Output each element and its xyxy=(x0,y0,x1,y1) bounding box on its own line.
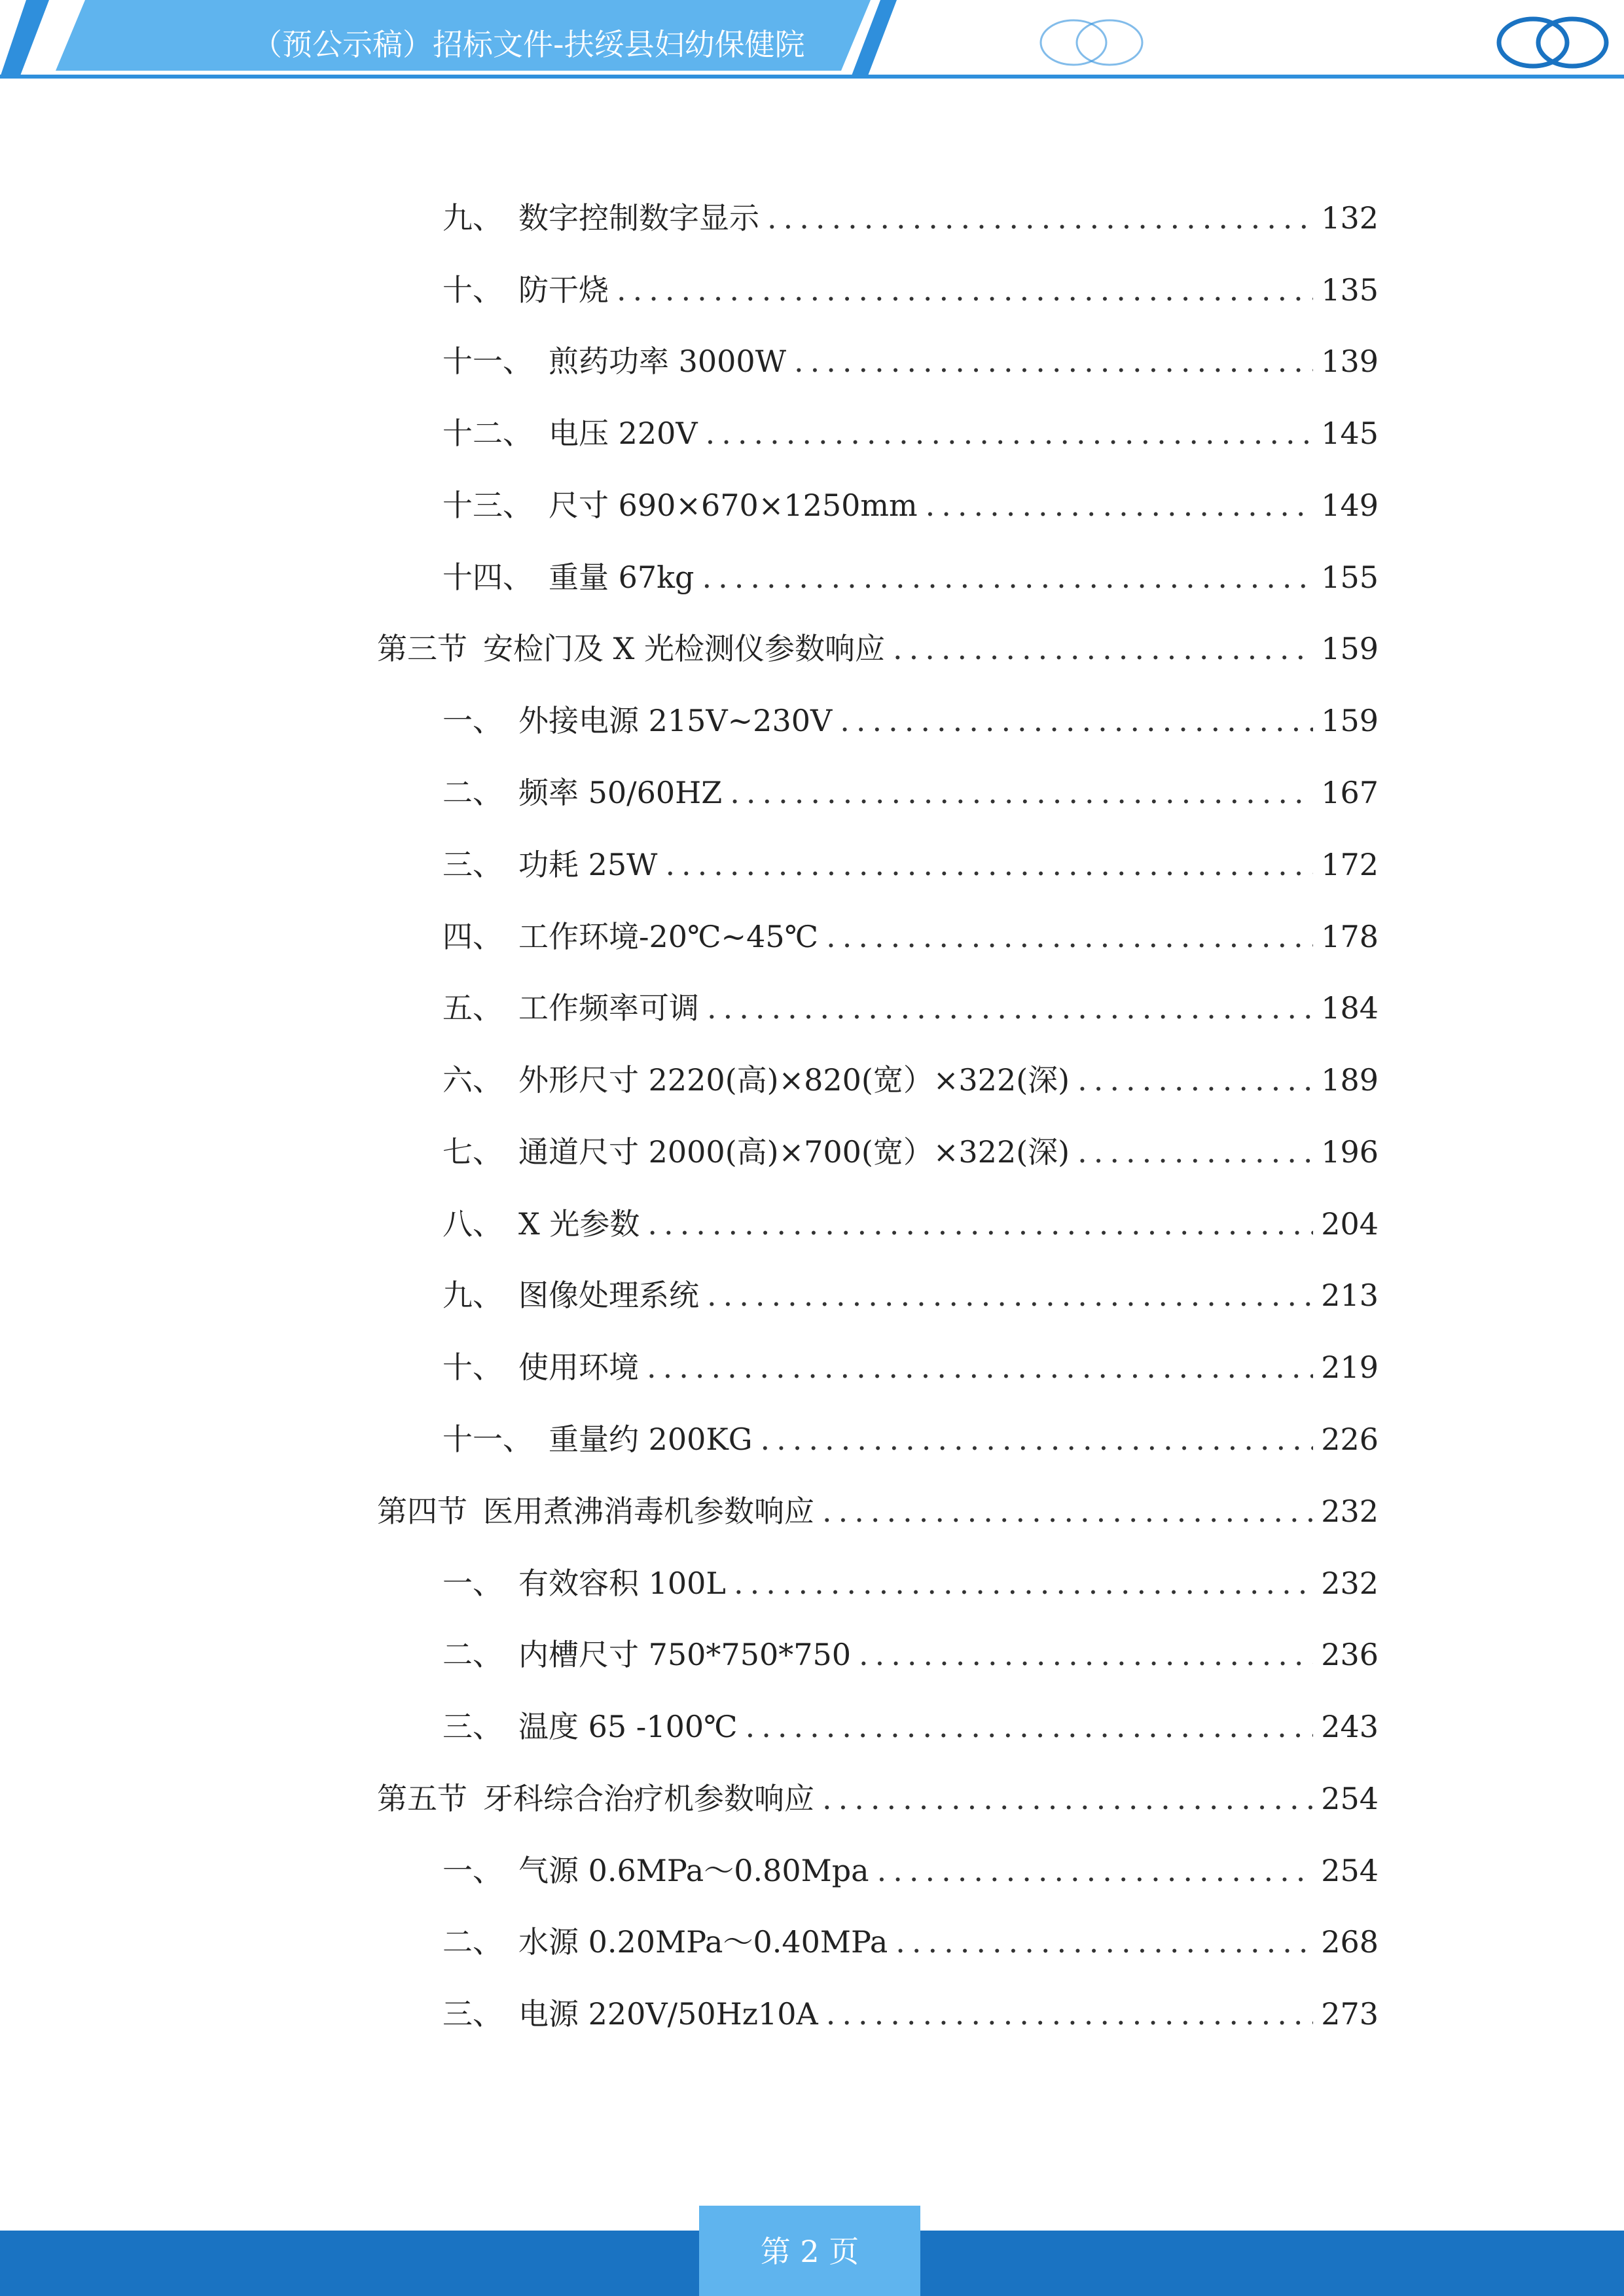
toc-entry[interactable]: 三、 电源 220V/50Hz10A ..... 273 xyxy=(442,1991,1379,2037)
dot-leader xyxy=(822,1776,1313,1821)
dot-leader xyxy=(840,698,1313,744)
toc-entry[interactable]: 九、 图像处理系统 ..... 213 xyxy=(442,1272,1379,1318)
dot-leader xyxy=(647,1344,1313,1390)
toc-entry[interactable]: 十、 使用环境 ..... 219 xyxy=(442,1344,1379,1390)
toc-entry[interactable]: 九、 数字控制数字显示 ..... 132 xyxy=(442,195,1379,241)
toc-entry[interactable]: 七、 通道尺寸 2000(高)×700(宽）×322(深) ..... 196 xyxy=(442,1129,1379,1175)
dot-leader xyxy=(746,1704,1314,1749)
dot-leader xyxy=(895,1919,1313,1965)
dot-leader xyxy=(707,985,1313,1031)
toc-entry[interactable]: 三、 温度 65 -100℃ ..... 243 xyxy=(442,1704,1379,1749)
toc-entry[interactable]: 十四、 重量 67kg ..... 155 xyxy=(442,554,1379,600)
toc-entry[interactable]: 十三、 尺寸 690×670×1250mm ..... 149 xyxy=(442,482,1379,528)
toc-entry[interactable]: 一、 有效容积 100L ..... 232 xyxy=(442,1560,1379,1606)
page-number: 第 2 页 xyxy=(760,2234,859,2269)
toc-section-entry[interactable]: 第三节 安检门及 X 光检测仪参数响应 ..... 159 xyxy=(377,626,1379,672)
toc-entry[interactable]: 十、 防干烧 ..... 135 xyxy=(442,267,1379,313)
dot-leader xyxy=(1077,1057,1313,1103)
dot-leader xyxy=(647,1201,1313,1247)
page-header xyxy=(0,0,1624,85)
dot-leader xyxy=(761,1416,1314,1462)
dot-leader xyxy=(1077,1129,1313,1175)
toc-entry[interactable]: 十一、 重量约 200KG ..... 226 xyxy=(442,1416,1379,1462)
toc-entry[interactable]: 二、 内槽尺寸 750*750*750 ..... 236 xyxy=(442,1632,1379,1677)
toc-entry[interactable]: 十二、 电压 220V ..... 145 xyxy=(442,410,1379,456)
dot-leader xyxy=(893,626,1313,672)
dot-leader xyxy=(926,482,1314,528)
dot-leader xyxy=(730,770,1313,816)
toc-entry[interactable]: 八、 X 光参数 ..... 204 xyxy=(442,1201,1379,1247)
header-banner xyxy=(0,0,1624,85)
toc-entry[interactable]: 十一、 煎药功率 3000W ..... 139 xyxy=(442,338,1379,384)
dot-leader xyxy=(702,554,1313,600)
dot-leader xyxy=(877,1848,1314,1893)
dot-leader xyxy=(822,1488,1313,1534)
dot-leader xyxy=(734,1560,1313,1606)
dot-leader xyxy=(826,1991,1313,2037)
dot-leader xyxy=(767,195,1313,241)
dot-leader xyxy=(617,267,1313,313)
double-ring-logo-icon xyxy=(1034,13,1152,72)
dot-leader xyxy=(706,410,1314,456)
dot-leader xyxy=(707,1272,1313,1318)
header-title: （预公示稿）招标文件-扶绥县妇幼保健院 xyxy=(252,27,805,62)
dot-leader xyxy=(826,914,1313,960)
toc-entry[interactable]: 三、 功耗 25W ..... 172 xyxy=(442,842,1379,888)
dot-leader xyxy=(859,1632,1313,1677)
double-ring-logo-icon xyxy=(1492,12,1617,74)
toc-entry[interactable]: 四、 工作环境-20℃~45℃ ..... 178 xyxy=(442,914,1379,960)
toc-entry[interactable]: 六、 外形尺寸 2220(高)×820(宽）×322(深) ..... 189 xyxy=(442,1057,1379,1103)
toc-section-entry[interactable]: 第四节 医用煮沸消毒机参数响应 ..... 232 xyxy=(377,1488,1379,1534)
toc-entry[interactable]: 二、 频率 50/60HZ ..... 167 xyxy=(442,770,1379,816)
toc-entry[interactable]: 五、 工作频率可调 ..... 184 xyxy=(442,985,1379,1031)
dot-leader xyxy=(794,338,1313,384)
toc-entry[interactable]: 二、 水源 0.20MPa～0.40MPa ..... 268 xyxy=(442,1919,1379,1965)
toc-entry[interactable]: 一、 外接电源 215V~230V ..... 159 xyxy=(442,698,1379,744)
toc-entry[interactable]: 一、 气源 0.6MPa～0.80Mpa ..... 254 xyxy=(442,1848,1379,1893)
dot-leader xyxy=(665,842,1313,888)
toc-section-entry[interactable]: 第五节 牙科综合治疗机参数响应 ..... 254 xyxy=(377,1776,1379,1821)
